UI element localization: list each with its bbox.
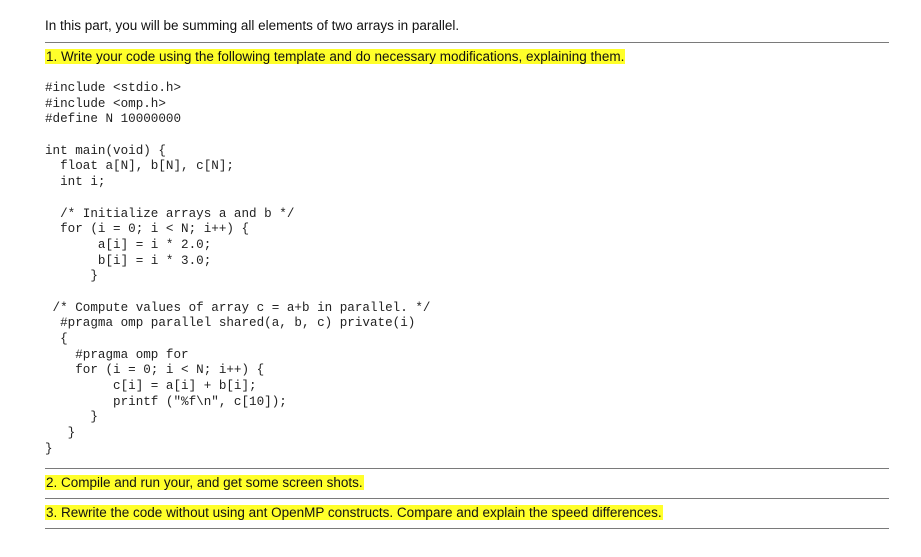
code-line: printf ("%f\n", c[10]); bbox=[45, 394, 287, 409]
step-1 bbox=[45, 48, 625, 66]
code-line: #include <omp.h> bbox=[45, 96, 166, 111]
divider-top bbox=[45, 42, 889, 43]
divider-bottom bbox=[45, 528, 889, 529]
code-line: #define N 10000000 bbox=[45, 112, 182, 127]
code-block bbox=[45, 81, 430, 458]
code-line: for (i = 0; i < N; i++) { bbox=[45, 363, 265, 378]
code-line: } bbox=[45, 269, 98, 284]
code-line: b[i] = i * 3.0; bbox=[45, 253, 212, 268]
step-2 bbox=[45, 474, 364, 492]
divider-after-code bbox=[45, 468, 889, 469]
step-3 bbox=[45, 504, 663, 522]
code-line bbox=[45, 128, 430, 144]
code-line: { bbox=[45, 332, 68, 346]
divider-mid bbox=[45, 498, 889, 499]
code-line: #pragma omp parallel shared(a, b, c) private(i) bbox=[45, 316, 416, 331]
code-line bbox=[45, 191, 430, 207]
code-line: float a[N], b[N], c[N]; bbox=[45, 159, 234, 174]
code-line: } bbox=[45, 441, 53, 456]
code-line: c[i] = a[i] + b[i]; bbox=[45, 379, 257, 394]
intro-text: In this part, you will be summing all elements of two arrays in parallel. bbox=[45, 18, 460, 33]
code-line: a[i] = i * 2.0; bbox=[45, 237, 212, 252]
code-line: for (i = 0; i < N; i++) { bbox=[45, 222, 250, 237]
step-2-label: 2. Compile and run your, and get some screen shots. bbox=[46, 475, 363, 490]
step-1-label: 1. Write your code using the following template and do necessary modifications, explaining them. bbox=[46, 49, 625, 64]
code-line: #include <stdio.h> bbox=[45, 81, 182, 95]
step-3-label: 3. Rewrite the code without using ant OpenMP constructs. Compare and explain the speed differences. bbox=[46, 505, 662, 520]
code-line: int i; bbox=[45, 175, 106, 190]
code-line: #pragma omp for bbox=[45, 347, 189, 362]
code-line: /* Initialize arrays a and b */ bbox=[45, 206, 295, 221]
code-line: } bbox=[45, 426, 76, 441]
code-line: } bbox=[45, 410, 98, 425]
code-line: int main(void) { bbox=[45, 143, 166, 158]
code-line bbox=[45, 285, 430, 301]
code-line: /* Compute values of array c = a+b in parallel. */ bbox=[45, 300, 431, 315]
